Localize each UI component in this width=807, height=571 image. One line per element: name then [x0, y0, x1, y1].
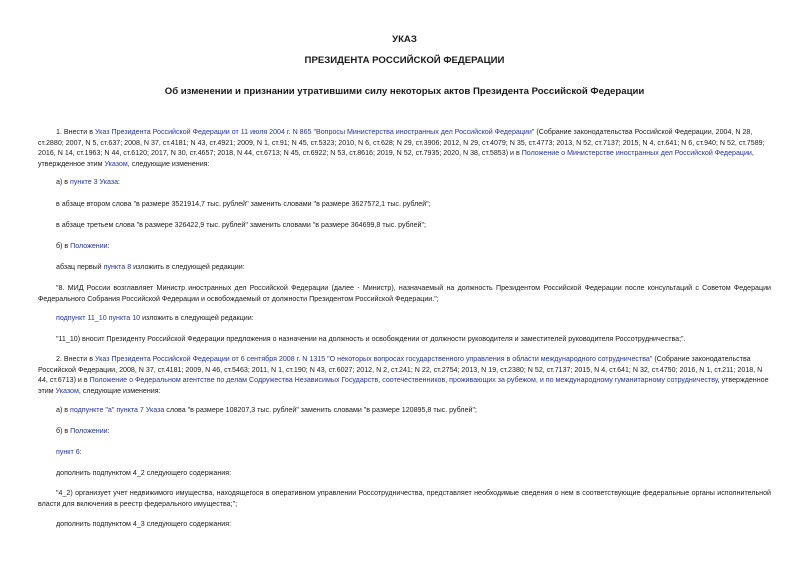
paragraph-1a-1: в абзаце втором слова "в размере 3521914,7 тыс. рублей" заменить словами "в размере 3627572,1 тыс. рублей";: [56, 200, 431, 208]
link-item-8[interactable]: пункта 8: [103, 263, 132, 271]
paragraph-1a-2: в абзаце третьем слова "в размере 326422,9 тыс. рублей" заменить словами "в размере 364699,8 тыс. рублей";: [56, 221, 426, 229]
paragraph-2: 2. Внести в Указ Президента Российской Федерации от 6 сентября 2008 г. N 1315 "О некоторых вопросах государственного управления в области международного сотрудничества" (Собрание законодательства Российской Федерации, 2008, N 37, ст.4181; 2009, N 46, ст.5463; 2011, N 1, ст.190; N 43, ст.6027; 2012, N 2, ст.241; N 22, ст.2754; 2013, N 19, ст.2380; N 52, ст.7137; 2015, N 4, ст.641; N 32, ст.4750; 2016, N 1, ст.211; 2018, N 44, ст.6713) и в Положение о Федеральном агентстве по делам Содружества Независимых Государств, соотечественников, проживающих за рубежом, и по международному гуманитарному сотрудничеству, утвержденное этим Указом, следующие изменения:: [38, 355, 769, 395]
link-regulation-2[interactable]: Положении: [70, 427, 108, 435]
paragraph-1b-3: подпункт 11_10 пункта 10 изложить в следующей редакции:: [56, 314, 254, 322]
link-subitem-11-10[interactable]: подпункт 11_10 пункта 10: [56, 314, 141, 322]
link-item-3[interactable]: пункте 3 Указа: [70, 178, 119, 186]
decree-heading: УКАЗ: [392, 34, 417, 45]
paragraph-1b-1: абзац первый пункта 8 изложить в следующей редакции:: [56, 263, 245, 271]
link-regulation[interactable]: Положении: [70, 242, 108, 250]
paragraph-1b-4: "11_10) вносит Президенту Российской Федерации предложения о назначении на должность и освобождении от должности руководителя и заместителей руководителя Россотрудничества;".: [56, 335, 686, 343]
link-item-6[interactable]: пункт 6: [56, 448, 80, 456]
paragraph-1a: а) в пункте 3 Указа:: [56, 178, 121, 186]
issuer-heading: ПРЕЗИДЕНТА РОССИЙСКОЙ ФЕДЕРАЦИИ: [304, 55, 505, 66]
link-decree-2[interactable]: Указом: [55, 386, 79, 395]
paragraph-1: 1. Внести в Указ Президента Российской Федерации от 11 июля 2004 г. N 865 "Вопросы Министерства иностранных дел Российской Федерации" (Собрание законодательства Российской Федерации, 2004, N 28, ст.2880; 2007, N 5, ст.637; 2008, N 37, ст.4181; N 43, ст.4921; 2009, N 1, ст.91; N 45, ст.5323; 2010, N 6, ст.628; N 29, ст.3906; 2012, N 29, ст.4079; N 35, ст.4773; 2013, N 52, ст.7137; 2015, N 4, ст.641; N 6, ст.940; N 52, ст.7589; 2016, N 14, ст.1963; N 44, ст.6120; 2017, N 30, ст.4657; 2018, N 44, ст.6713; N 45, ст.6922; N 53, ст.8616; 2019, N 52, ст.7935; 2020, N 38, ст.5853) и в Положение о Министерстве иностранных дел Российской Федерации, утвержденное этим Указом, следующие изменения:: [38, 128, 765, 168]
link-decree-1315[interactable]: Указ Президента Российской Федерации от 6 сентября 2008 г. N 1315 "О некоторых вопросах государственного управления в области международного сотрудничества": [94, 355, 653, 363]
link-decree-865[interactable]: Указ Президента Российской Федерации от 11 июля 2004 г. N 865 "Вопросы Министерства иностранных дел Российской Федерации": [94, 128, 535, 136]
paragraph-2a: а) в подпункте "а" пункта 7 Указа слова "в размере 108207,3 тыс. рублей" заменить словами "в размере 120895,8 тыс. рублей";: [56, 406, 477, 414]
paragraph-2f: дополнить подпунктом 4_3 следующего содержания:: [56, 520, 232, 528]
link-decree[interactable]: Указом: [104, 159, 128, 168]
paragraph-2d: дополнить подпунктом 4_2 следующего содержания:: [56, 469, 232, 477]
link-mfa-regulation[interactable]: Положение о Министерстве иностранных дел Российской Федерации: [521, 149, 752, 158]
link-subitem-a-item-7[interactable]: подпункте "а" пункта 7 Указа: [70, 406, 165, 414]
paragraph-1b-2: "8. МИД России возглавляет Министр иностранных дел Российской Федерации (далее - Министр), назначаемый на должность Президентом Российской Федерации после консультаций с Советом Федерации Федерального Собрания Российской Федерации и освобождаемый от должности Президентом Российской Федерации.";: [38, 284, 771, 303]
paragraph-2b: б) в Положении:: [56, 427, 110, 435]
document-title: Об изменении и признании утратившими силу некоторых актов Президента Российской Федерации: [164, 86, 645, 97]
link-agency-regulation[interactable]: Положение о Федеральном агентстве по делам Содружества Независимых Государств, соотечественников, проживающих за рубежом, и по международному гуманитарному сотрудничеству: [89, 376, 718, 385]
paragraph-2e: "4_2) организует учет недвижимого имущества, находящегося в оперативном управлении Россотрудничества, представляет необходимые сведения о нем в соответствующие федеральные органы исполнительной власти для включения в реестр федерального имущества;";: [38, 489, 771, 508]
paragraph-1b: б) в Положении:: [56, 242, 110, 250]
paragraph-2c: пункт 6:: [56, 448, 82, 456]
